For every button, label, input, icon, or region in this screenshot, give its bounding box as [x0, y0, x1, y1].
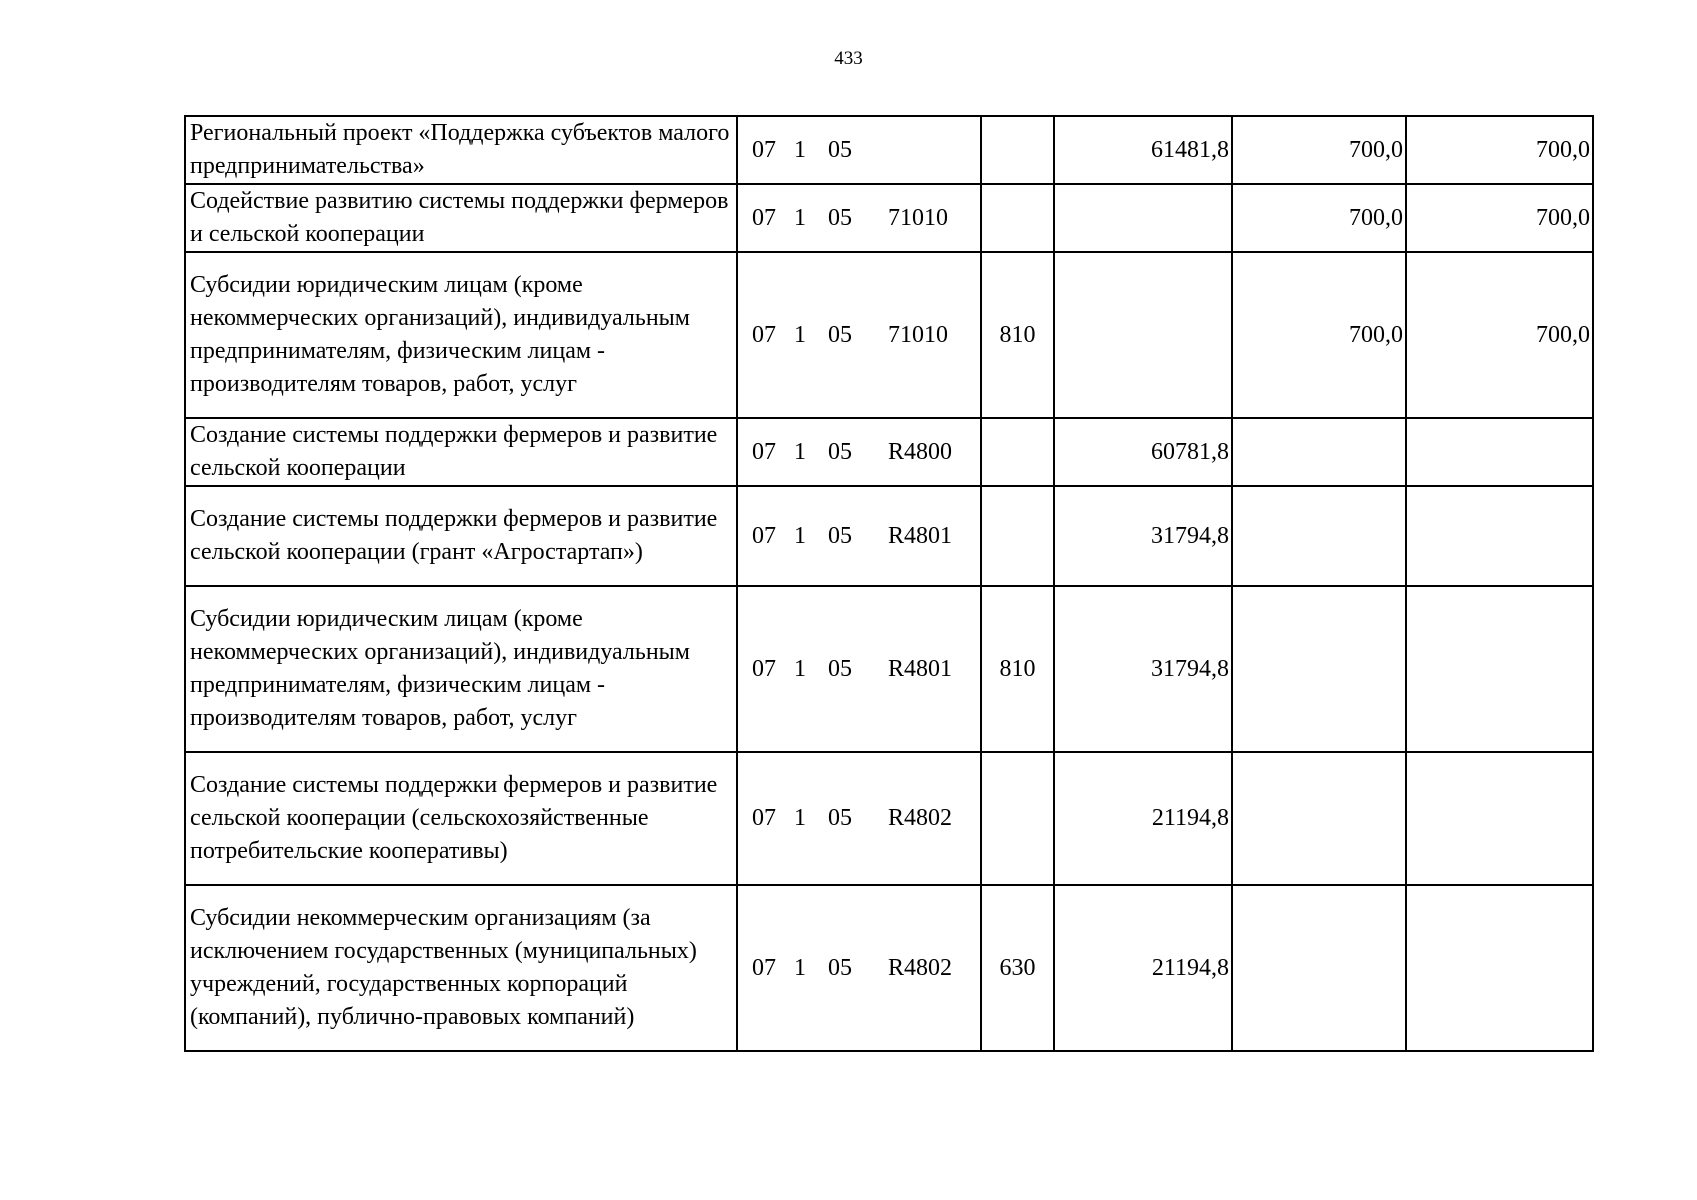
amount-1-cell: 61481,8 [1054, 116, 1232, 184]
budget-table [184, 115, 1594, 1052]
subprogram-code: 1 [794, 522, 806, 549]
page-number: 433 [834, 48, 863, 69]
subprogram-code: 1 [794, 438, 806, 465]
table-row [185, 752, 1593, 885]
row-name-cell: Субсидии юридическим лицам (кроме некоммерческих организаций), индивидуальным предпринимателям, физическим лицам - производителям товаров, работ, услуг [185, 252, 737, 418]
amount-1-cell: 31794,8 [1054, 486, 1232, 586]
expense-type-cell [981, 752, 1054, 885]
section-code: 07 [752, 136, 776, 163]
group-code: 05 [828, 805, 852, 831]
table-row [185, 885, 1593, 1051]
group-code: 05 [828, 522, 852, 549]
group-code: 05 [828, 438, 852, 465]
article-code: 71010 [888, 321, 948, 348]
row-codes-cell [737, 752, 981, 885]
table-row [185, 486, 1593, 586]
table-row [185, 586, 1593, 752]
subprogram-code: 1 [794, 136, 806, 163]
amount-3-cell [1406, 885, 1593, 1051]
expense-type-cell [981, 184, 1054, 252]
amount-2-cell [1232, 586, 1406, 752]
amount-3-cell [1406, 418, 1593, 486]
expense-type-cell [981, 418, 1054, 486]
row-name-cell: Региональный проект «Поддержка субъектов малого предпринимательства» [185, 116, 737, 184]
article-code: R4801 [888, 655, 953, 682]
amount-2-cell: 700,0 [1232, 184, 1406, 252]
budget-table-body [185, 116, 1593, 1051]
group-code: 05 [828, 136, 852, 163]
article-code: R4802 [888, 954, 953, 981]
amount-3-cell: 700,0 [1406, 184, 1593, 252]
section-code: 07 [752, 954, 776, 981]
section-code: 07 [752, 321, 776, 348]
expense-type-cell: 630 [981, 885, 1054, 1051]
group-code: 05 [828, 655, 852, 682]
amount-3-cell [1406, 586, 1593, 752]
amount-3-cell [1406, 486, 1593, 586]
group-code: 05 [828, 954, 852, 981]
amount-1-cell: 31794,8 [1054, 586, 1232, 752]
amount-1-cell: 21194,8 [1054, 885, 1232, 1051]
subprogram-code: 1 [794, 321, 806, 348]
row-codes-cell [737, 486, 981, 586]
section-code: 07 [752, 522, 776, 549]
amount-2-cell: 700,0 [1232, 252, 1406, 418]
article-code: 71010 [888, 204, 948, 231]
row-codes-cell [737, 252, 981, 418]
section-code: 07 [752, 805, 776, 831]
amount-3-cell: 700,0 [1406, 252, 1593, 418]
row-codes-cell [737, 116, 981, 184]
expense-type-cell [981, 486, 1054, 586]
row-name-cell: Создание системы поддержки фермеров и развитие сельской кооперации (грант «Агростартап») [185, 486, 737, 586]
subprogram-code: 1 [794, 204, 806, 231]
table-row [185, 116, 1593, 184]
row-name-cell: Создание системы поддержки фермеров и развитие сельской кооперации [185, 418, 737, 486]
row-codes-cell [737, 184, 981, 252]
table-row [185, 418, 1593, 486]
subprogram-code: 1 [794, 805, 806, 831]
amount-1-cell: 60781,8 [1054, 418, 1232, 486]
group-code: 05 [828, 321, 852, 348]
amount-2-cell [1232, 752, 1406, 885]
article-code: R4801 [888, 522, 953, 549]
table-row [185, 252, 1593, 418]
row-name-cell: Субсидии юридическим лицам (кроме некоммерческих организаций), индивидуальным предпринимателям, физическим лицам - производителям товаров, работ, услуг [185, 586, 737, 752]
expense-type-cell: 810 [981, 586, 1054, 752]
article-code: R4800 [888, 438, 953, 465]
row-name-cell: Субсидии некоммерческим организациям (за исключением государственных (муниципальных) учреждений, государственных корпораций (компаний), публично-правовых компаний) [185, 885, 737, 1051]
section-code: 07 [752, 204, 776, 231]
section-code: 07 [752, 438, 776, 465]
amount-2-cell [1232, 418, 1406, 486]
amount-2-cell [1232, 885, 1406, 1051]
amount-1-cell [1054, 252, 1232, 418]
table-row [185, 184, 1593, 252]
amount-2-cell [1232, 486, 1406, 586]
amount-1-cell: 21194,8 [1054, 752, 1232, 885]
amount-3-cell: 700,0 [1406, 116, 1593, 184]
amount-2-cell: 700,0 [1232, 116, 1406, 184]
row-codes-cell [737, 885, 981, 1051]
section-code: 07 [752, 655, 776, 682]
group-code: 05 [828, 204, 852, 231]
row-codes-cell [737, 418, 981, 486]
article-code: R4802 [888, 805, 953, 831]
subprogram-code: 1 [794, 655, 806, 682]
row-name-cell: Создание системы поддержки фермеров и развитие сельской кооперации (сельскохозяйственные потребительские кооперативы) [185, 752, 737, 885]
row-name-cell: Содействие развитию системы поддержки фермеров и сельской кооперации [185, 184, 737, 252]
expense-type-cell [981, 116, 1054, 184]
expense-type-cell: 810 [981, 252, 1054, 418]
subprogram-code: 1 [794, 954, 806, 981]
row-codes-cell [737, 586, 981, 752]
amount-3-cell [1406, 752, 1593, 885]
amount-1-cell [1054, 184, 1232, 252]
